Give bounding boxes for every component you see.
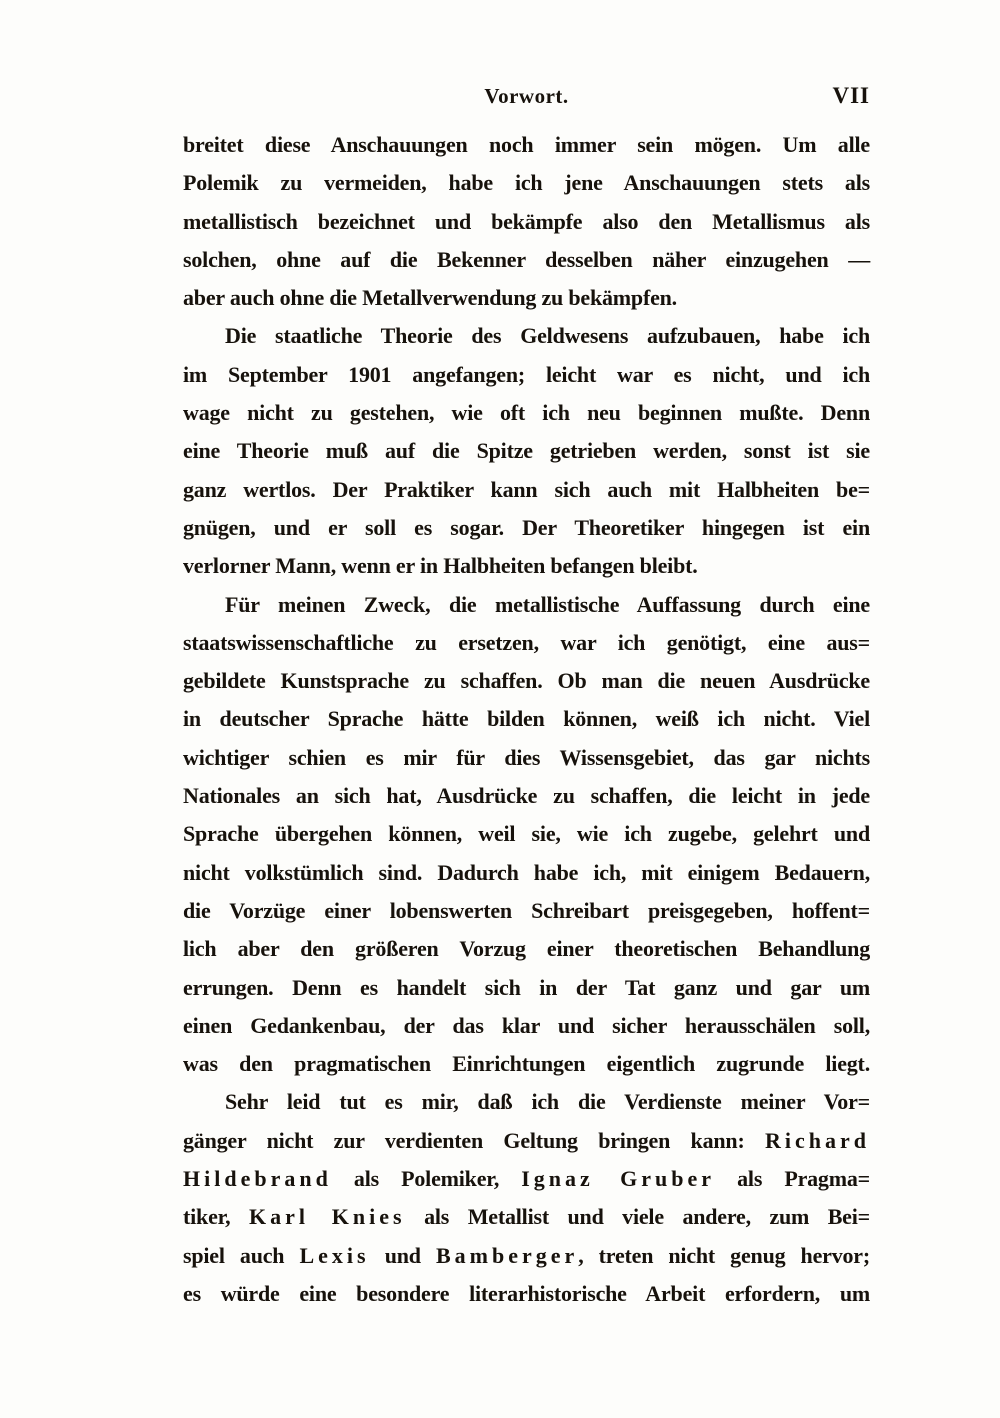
text-run: staatswissenschaftliche zu ersetzen, war ich genötigt, eine aus= — [183, 629, 870, 655]
text-line-26 — [183, 1083, 870, 1121]
text-run: gänger nicht zur verdienten Geltung bringen kann: — [183, 1127, 765, 1153]
text-run: nicht volkstümlich sind. Dadurch habe ich, mit einigem Bedauern, — [183, 859, 870, 885]
text-run: spiel auch — [183, 1242, 300, 1268]
text-line-13 — [183, 586, 870, 624]
text-line-25 — [183, 1045, 870, 1083]
text-line-28 — [183, 1160, 870, 1198]
text-run: aber auch ohne die Metallverwendung zu bekämpfen. — [183, 285, 677, 311]
text-run: im September 1901 angefangen; leicht war es nicht, und ich — [183, 361, 870, 387]
body-text — [183, 126, 870, 1313]
text-run: gnügen, und er soll es sogar. Der Theoretiker hingegen ist ein — [183, 514, 870, 540]
text-line-21 — [183, 892, 870, 930]
text-run: die Vorzüge einer lobenswerten Schreibart preisgegeben, hoffent= — [183, 897, 870, 923]
text-run: Sprache übergehen können, weil sie, wie ich zugebe, gelehrt und — [183, 821, 870, 847]
text-line-15 — [183, 662, 870, 700]
text-line-19 — [183, 815, 870, 853]
text-run: Nationales an sich hat, Ausdrücke zu schaffen, die leicht in jede — [183, 783, 870, 809]
text-run: Für meinen Zweck, die metallistische Auffassung durch eine — [225, 591, 870, 617]
text-line-7 — [183, 356, 870, 394]
page-number: VII — [832, 83, 870, 108]
text-line-6 — [183, 317, 870, 355]
text-run: als Metallist und viele andere, zum Bei= — [405, 1204, 870, 1230]
text-run: als Polemiker, — [331, 1166, 522, 1192]
text-run: und — [369, 1242, 436, 1268]
text-line-1 — [183, 126, 870, 164]
text-run: Sehr leid tut es mir, daß ich die Verdienste meiner Vor= — [225, 1089, 870, 1115]
text-line-11 — [183, 509, 870, 547]
text-run: metallistisch bezeichnet und bekämpfe also den Metallismus als — [183, 208, 870, 234]
text-run: in deutscher Sprache hätte bilden können, weiß ich nicht. Viel — [183, 706, 870, 732]
text-line-5 — [183, 279, 870, 317]
letterspaced-name: Bamberger — [435, 1242, 579, 1268]
text-line-30 — [183, 1237, 870, 1275]
text-line-3 — [183, 203, 870, 241]
text-line-31 — [183, 1275, 870, 1313]
running-head — [183, 84, 870, 114]
text-line-23 — [183, 969, 870, 1007]
text-line-14 — [183, 624, 870, 662]
text-line-8 — [183, 394, 870, 432]
text-line-20 — [183, 854, 870, 892]
letterspaced-name: Lexis — [299, 1242, 370, 1268]
text-line-16 — [183, 700, 870, 738]
text-line-17 — [183, 739, 870, 777]
text-line-27 — [183, 1122, 870, 1160]
text-line-12 — [183, 547, 870, 585]
letterspaced-name: Karl Knies — [249, 1204, 406, 1230]
text-run: wichtiger schien es mir für dies Wissensgebiet, das gar nichts — [183, 744, 870, 770]
text-line-4 — [183, 241, 870, 279]
letterspaced-name: Hildebrand — [183, 1166, 332, 1192]
text-run: breitet diese Anschauungen noch immer sein mögen. Um alle — [183, 132, 870, 157]
text-run: gebildete Kunstsprache zu schaffen. Ob man die neuen Ausdrücke — [183, 668, 870, 694]
letterspaced-name: Ignaz Gruber — [521, 1166, 716, 1192]
text-run: als Pragma= — [715, 1166, 870, 1192]
text-run: tiker, — [183, 1204, 250, 1230]
text-line-24 — [183, 1007, 870, 1045]
text-run: Die staatliche Theorie des Geldwesens aufzubauen, habe ich — [225, 323, 870, 349]
text-run: , treten nicht genug hervor; — [578, 1242, 870, 1268]
text-line-29 — [183, 1198, 870, 1236]
letterspaced-name: Richard — [765, 1127, 870, 1153]
text-run: es würde eine besondere literarhistorische Arbeit erfordern, um — [183, 1280, 870, 1306]
text-run: ganz wertlos. Der Praktiker kann sich auch mit Halbheiten be= — [183, 476, 870, 502]
text-run: einen Gedankenbau, der das klar und sicher herausschälen soll, — [183, 1012, 870, 1038]
text-line-22 — [183, 930, 870, 968]
text-run: was den pragmatischen Einrichtungen eigentlich zugrunde liegt. — [183, 1051, 870, 1077]
text-run: solchen, ohne auf die Bekenner desselben näher einzugehen — — [183, 246, 870, 272]
running-head-title: Vorwort. — [484, 84, 569, 108]
text-line-18 — [183, 777, 870, 815]
text-run: Polemik zu vermeiden, habe ich jene Anschauungen stets als — [183, 170, 870, 196]
text-line-10 — [183, 471, 870, 509]
text-run: wage nicht zu gestehen, wie oft ich neu beginnen mußte. Denn — [183, 400, 870, 426]
text-run: errungen. Denn es handelt sich in der Tat ganz und gar um — [183, 974, 870, 1000]
text-run: eine Theorie muß auf die Spitze getrieben werden, sonst ist sie — [183, 438, 870, 464]
text-line-2 — [183, 164, 870, 202]
text-line-9 — [183, 432, 870, 470]
text-run: lich aber den größeren Vorzug einer theoretischen Behandlung — [183, 936, 870, 962]
text-run: verlorner Mann, wenn er in Halbheiten befangen bleibt. — [183, 553, 698, 579]
